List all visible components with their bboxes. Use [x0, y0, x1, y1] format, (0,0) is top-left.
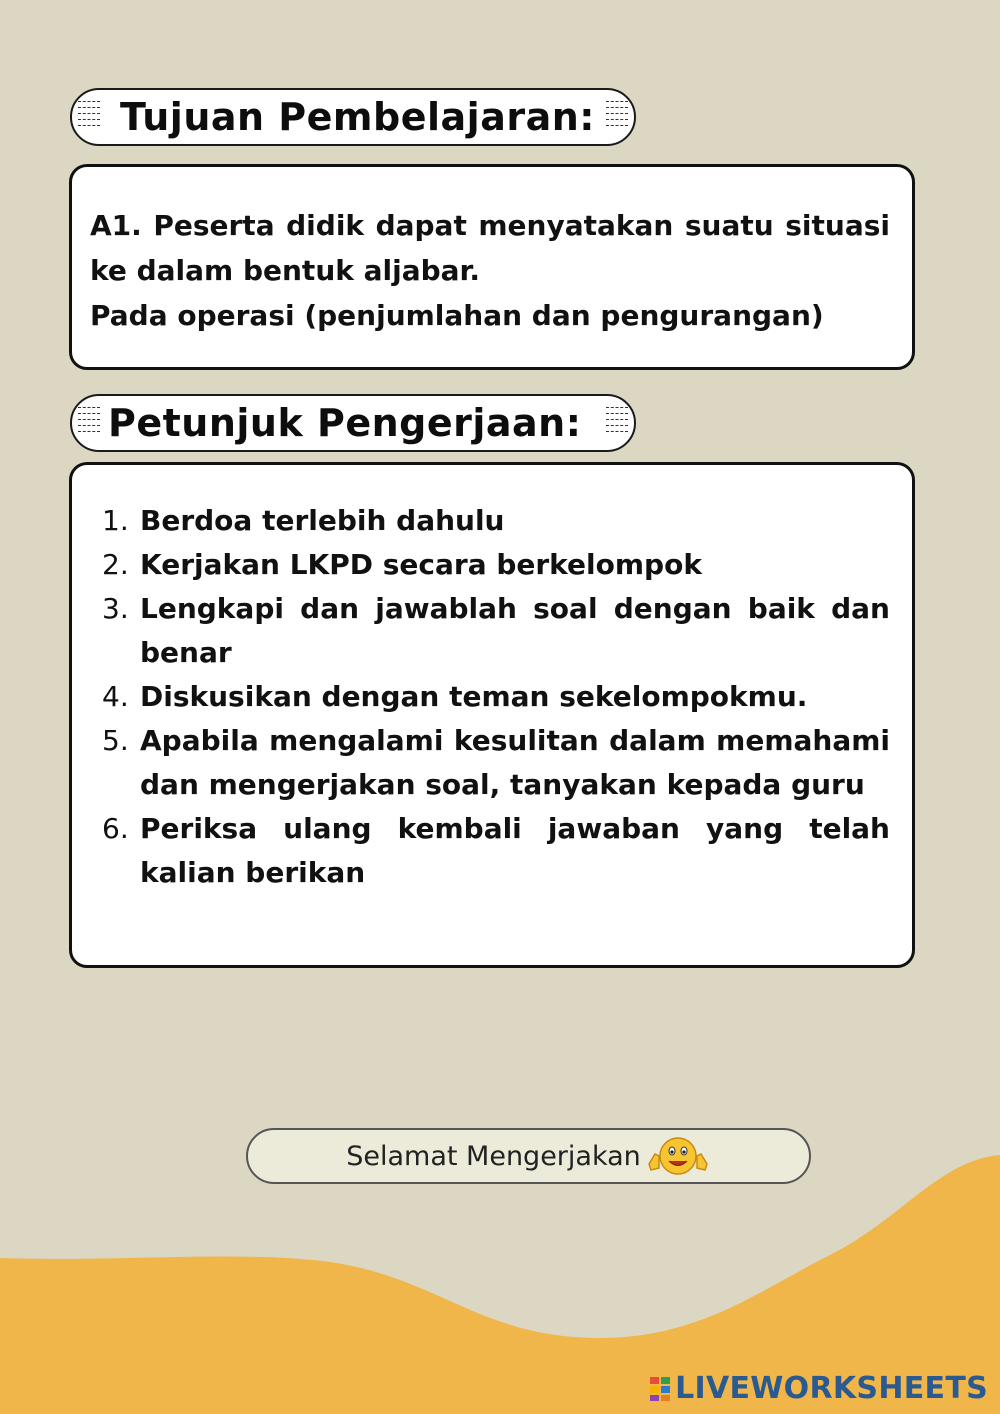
- goals-text: [90, 203, 890, 338]
- thumbs-up-smiley-icon: [645, 1134, 711, 1178]
- item-number: 3.: [102, 592, 129, 625]
- list-item: [102, 587, 890, 675]
- item-number: 6.: [102, 812, 129, 845]
- list-item: [102, 807, 890, 895]
- goal-line-2: Pada operasi (penjumlahan dan pengurangan): [90, 299, 824, 332]
- list-item: [102, 675, 890, 719]
- item-number: 5.: [102, 724, 129, 757]
- list-item: [102, 499, 890, 543]
- instructions-heading-pill: [70, 394, 636, 452]
- list-item: [102, 543, 890, 587]
- goals-heading-pill: [70, 88, 636, 146]
- brand-name: LIVEWORKSHEETS: [675, 1371, 988, 1406]
- dash-decoration: [78, 402, 100, 444]
- item-text: Periksa ulang kembali jawaban yang telah kalian berikan: [140, 812, 890, 889]
- goals-heading: Tujuan Pembelajaran:: [120, 95, 595, 139]
- footer-message-row: [248, 1130, 809, 1182]
- goal-line-1: A1. Peserta didik dapat menyatakan suatu situasi ke dalam bentuk aljabar.: [90, 209, 890, 287]
- dash-decoration: [606, 96, 628, 138]
- item-text: Lengkapi dan jawablah soal dengan baik dan benar: [140, 592, 890, 669]
- instructions-box: [69, 462, 915, 968]
- item-number: 1.: [102, 504, 129, 537]
- list-item: [102, 719, 890, 807]
- dash-decoration: [78, 96, 100, 138]
- footer-pill: [246, 1128, 811, 1184]
- item-text: Diskusikan dengan teman sekelompokmu.: [140, 680, 808, 713]
- liveworksheets-brand: [649, 1371, 988, 1406]
- instructions-heading: Petunjuk Pengerjaan:: [108, 401, 582, 445]
- item-text: Apabila mengalami kesulitan dalam memahami dan mengerjakan soal, tanyakan kepada guru: [140, 724, 890, 801]
- instructions-list: [102, 499, 890, 895]
- footer-message: Selamat Mengerjakan: [346, 1140, 641, 1172]
- dash-decoration: [606, 402, 628, 444]
- item-text: Kerjakan LKPD secara berkelompok: [140, 548, 702, 581]
- liveworksheets-logo-icon: [649, 1376, 671, 1402]
- item-text: Berdoa terlebih dahulu: [140, 504, 505, 537]
- item-number: 4.: [102, 680, 129, 713]
- item-number: 2.: [102, 548, 129, 581]
- goals-box: [69, 164, 915, 370]
